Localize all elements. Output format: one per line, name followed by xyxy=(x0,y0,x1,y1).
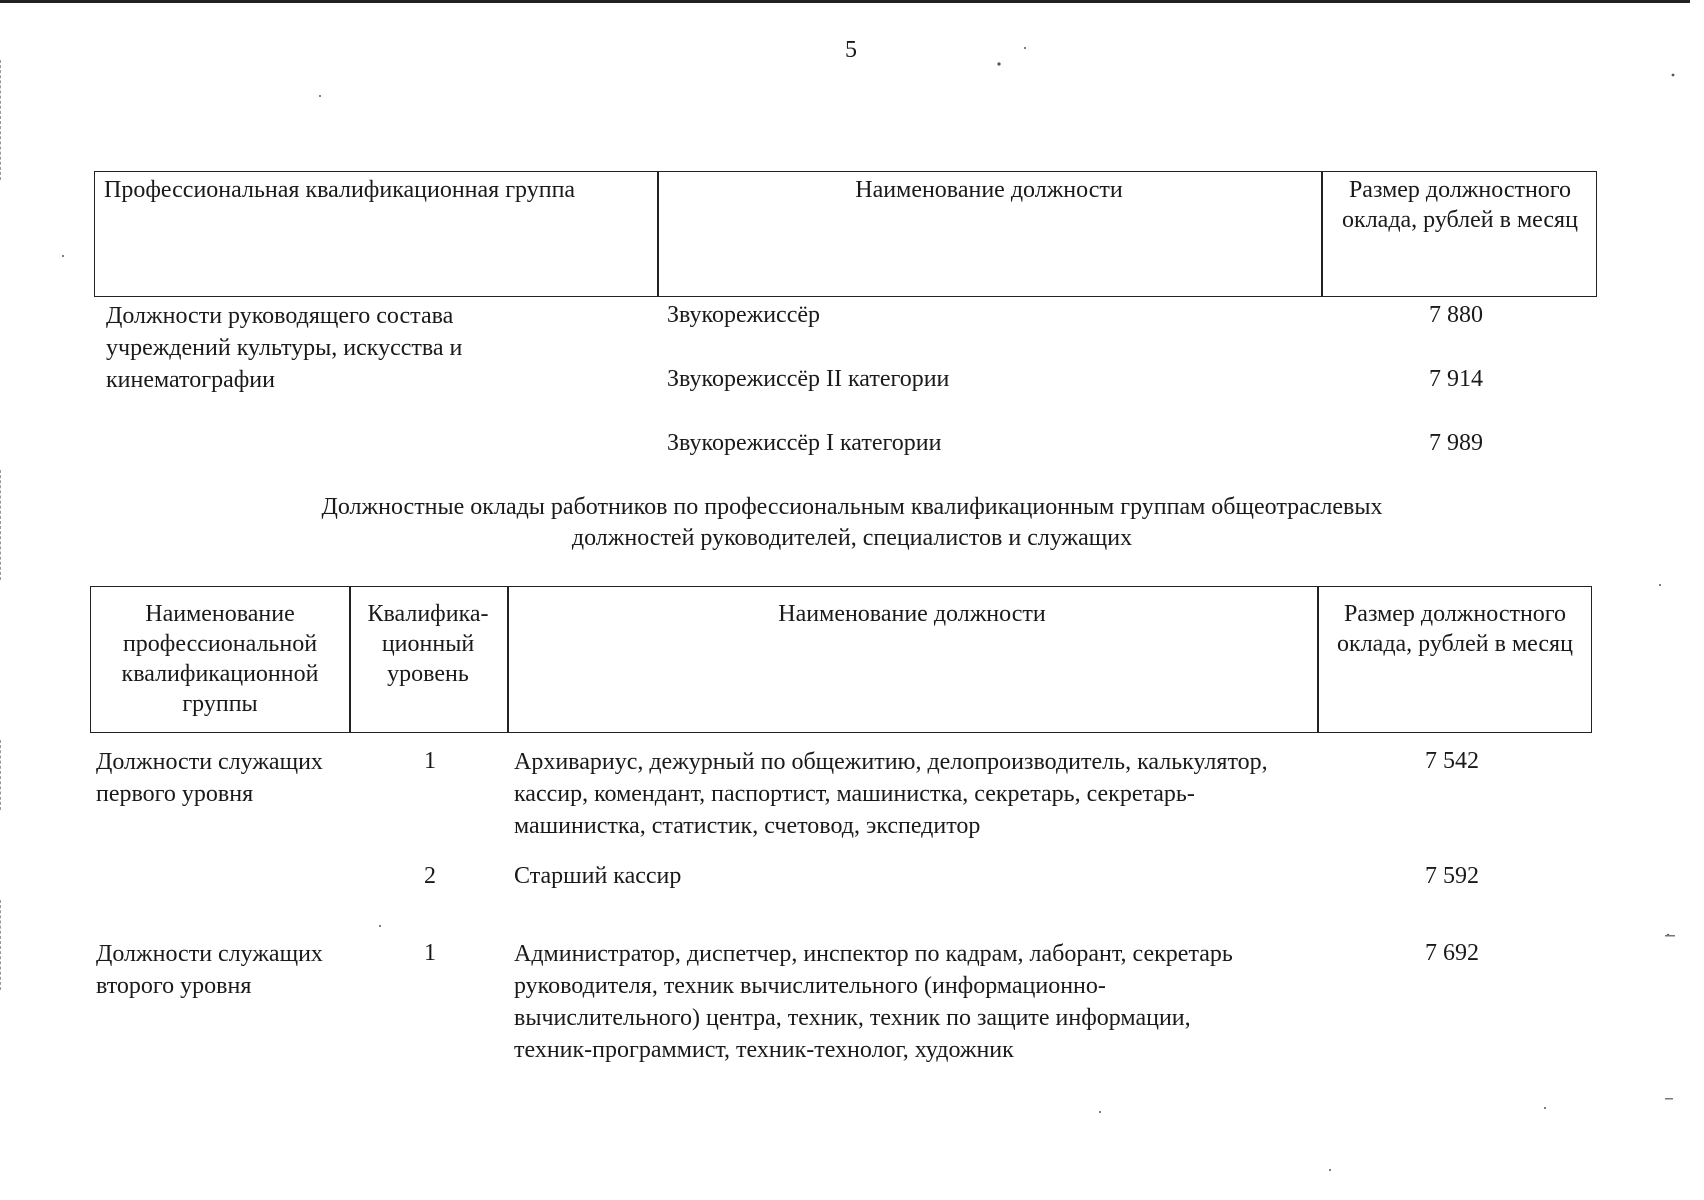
table1-row-position: Звукорежиссёр xyxy=(667,302,821,328)
top-scan-border xyxy=(0,0,1690,3)
table1-row-salary: 7 880 xyxy=(1429,302,1483,328)
table1-group-name: Должности руководящего состава учреждений культуры, искусства и кинематографии xyxy=(106,303,463,393)
table2-level: 1 xyxy=(424,940,436,966)
table2-header-level: Квалифика-ционный уровень xyxy=(367,601,489,687)
table2-divider xyxy=(349,587,351,732)
table1-row-salary: 7 914 xyxy=(1429,366,1483,392)
table2-positions: Архивариус, дежурный по общежитию, делопроизводитель, калькулятор, кассир, комендант, паспортист, машинистка, секретарь, секретарь-машинистка, статистик, счетовод, экспедитор xyxy=(514,749,1268,839)
table1-header-position: Наименование должности xyxy=(855,177,1123,203)
table2-positions: Старший кассир xyxy=(514,863,682,889)
table2-level: 1 xyxy=(424,748,436,774)
table2-group-name: Должности служащих первого уровня xyxy=(96,749,323,807)
table1-row-salary: 7 989 xyxy=(1429,430,1483,456)
table1-row-position: Звукорежиссёр I категории xyxy=(667,430,942,456)
table2-divider xyxy=(507,587,509,732)
scan-edge-mark xyxy=(0,470,15,580)
table2-divider xyxy=(1317,587,1319,732)
scan-edge-mark xyxy=(0,740,15,810)
table2-salary: 7 592 xyxy=(1425,863,1479,889)
scan-edge-mark xyxy=(0,60,15,180)
scan-edge-mark xyxy=(0,900,15,990)
table1-header-group: Профессиональная квалификационная группа xyxy=(104,177,576,203)
page-number: 5 xyxy=(845,37,857,63)
section-title: Должностные оклады работников по профессиональным квалификационным группам общеотраслевых должностей руководителей, специалистов и служащих xyxy=(321,494,1383,551)
table2-positions: Администратор, диспетчер, инспектор по кадрам, лаборант, секретарь руководителя, техник вычислительного (информационно-вычислительного) центра, техник, техник по защите информации, техник-программист, техник-технолог, художник xyxy=(514,941,1233,1063)
table2-level: 2 xyxy=(424,863,436,889)
table2-header-group: Наименование профессиональной квалификационной группы xyxy=(121,601,319,717)
table2-header-position: Наименование должности xyxy=(778,601,1046,627)
table2-header-salary: Размер должностного оклада, рублей в месяц xyxy=(1337,601,1573,657)
table2-salary: 7 542 xyxy=(1425,748,1479,774)
table1-row-position: Звукорежиссёр II категории xyxy=(667,366,950,392)
table2-salary: 7 692 xyxy=(1425,940,1479,966)
table1-header-salary: Размер должностного оклада, рублей в месяц xyxy=(1342,177,1578,233)
table2-group-name: Должности служащих второго уровня xyxy=(96,941,323,999)
table1-divider xyxy=(1321,172,1323,296)
